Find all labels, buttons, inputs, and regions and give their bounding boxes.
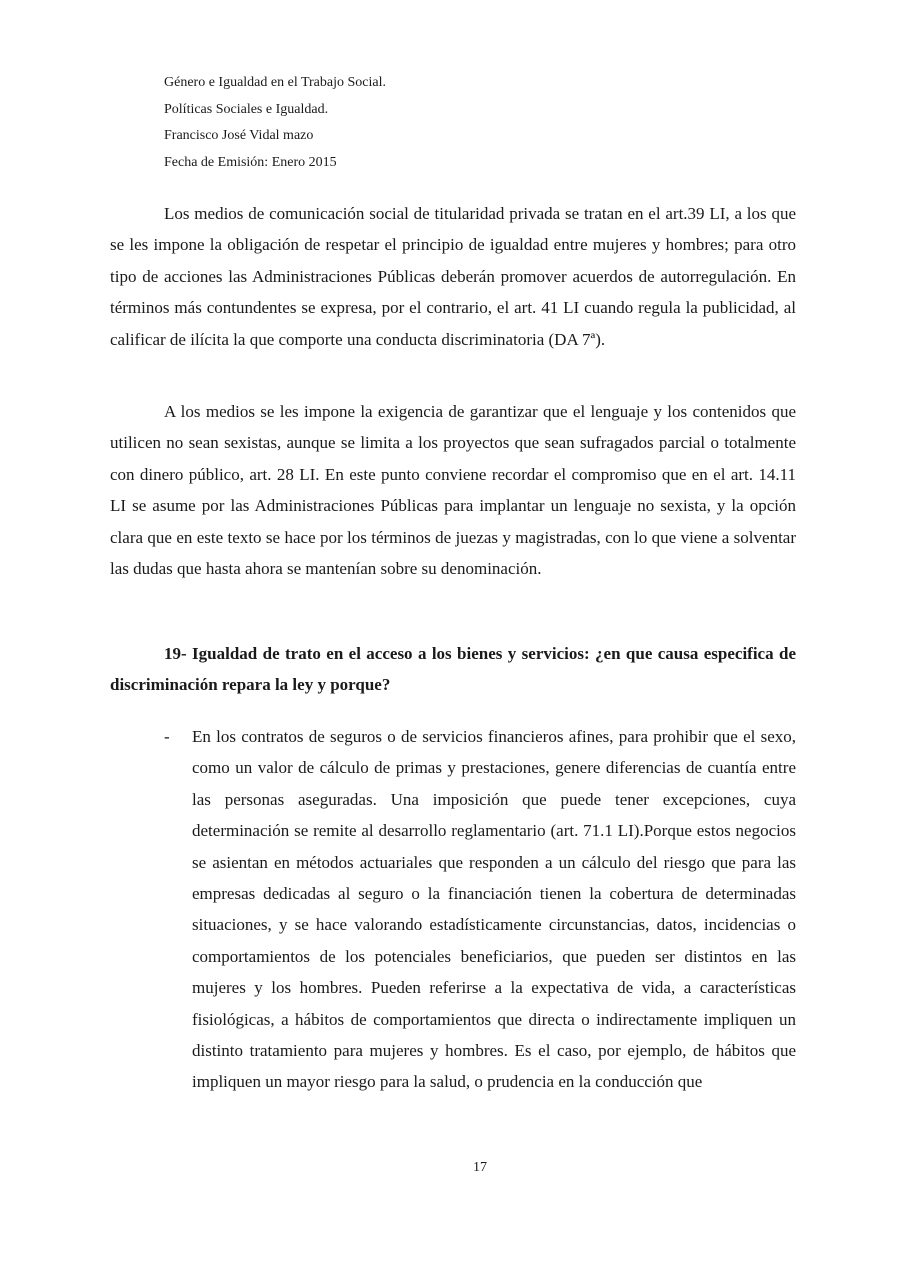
paragraph-text: Los medios de comunicación social de titularidad privada se tratan en el art.39 LI, a los que se les impone la obligación de respetar el principio de igualdad entre mujeres y hombres; para otro tipo de acciones las Administraciones Públicas deberán promover acuerdos de autorregulación. En términos más contundentes se expresa, por el contrario, el art. 41 LI cuando regula la publicidad, al calificar de ilícita la que comporte una conducta discriminatoria (DA 7ª). (110, 204, 796, 349)
list-item (164, 721, 796, 1098)
answer-list (164, 721, 796, 1098)
page-number: 17 (473, 1160, 487, 1175)
section-heading-19: 19- Igualdad de trato en el acceso a los bienes y servicios: ¿en que causa especifica de discriminación repara la ley y porque? (110, 644, 796, 695)
document-header (164, 70, 386, 176)
header-course-title: Género e Igualdad en el Trabajo Social. (164, 75, 386, 90)
paragraph-non-sexist-language (110, 396, 796, 584)
header-issue-date: Fecha de Emisión: Enero 2015 (164, 154, 337, 170)
list-bullet: - (164, 727, 170, 746)
paragraph-text: A los medios se les impone la exigencia de garantizar que el lenguaje y los contenidos que utilicen no sean sexistas, aunque se limita a los proyectos que sean sufragados parcial o totalmente con dinero público, art. 28 LI. En este punto conviene recordar el compromiso que en el art. 14.11 LI se asume por las Administraciones Públicas para implantar un lenguaje no sexista, y la opción clara que en este texto se hace por los términos de juezas y magistradas, con lo que viene a solventar las dudas que hasta ahora se mantenían sobre su denominación. (110, 402, 796, 579)
list-item-text: En los contratos de seguros o de servicios financieros afines, para prohibir que el sexo, como un valor de cálculo de primas y prestaciones, genere diferencias de cuantía entre las personas aseguradas. Una imposición que puede tener excepciones, cuya determinación se remite al desarrollo reglamentario (art. 71.1 LI).Porque estos negocios se asientan en métodos actuariales que responden a un cálculo del riesgo que para las empresas dedicadas al seguro o la financiación tienen la cobertura de determinadas situaciones, y se hace valorando estadísticamente circunstancias, datos, incidencias o comportamientos de los potenciales beneficiarios, que pueden ser distintos en las mujeres y los hombres. Pueden referirse a la expectativa de vida, a características fisiológicas, a hábitos de comportamientos que directa o indirectamente impliquen un distinto tratamiento para mujeres y hombres. Es el caso, por ejemplo, de hábitos que impliquen un mayor riesgo para la salud, o prudencia en la conducción que (192, 727, 796, 1092)
paragraph-private-media (110, 198, 796, 355)
header-author: Francisco José Vidal mazo (164, 128, 314, 143)
header-subject: Políticas Sociales e Igualdad. (164, 101, 329, 117)
